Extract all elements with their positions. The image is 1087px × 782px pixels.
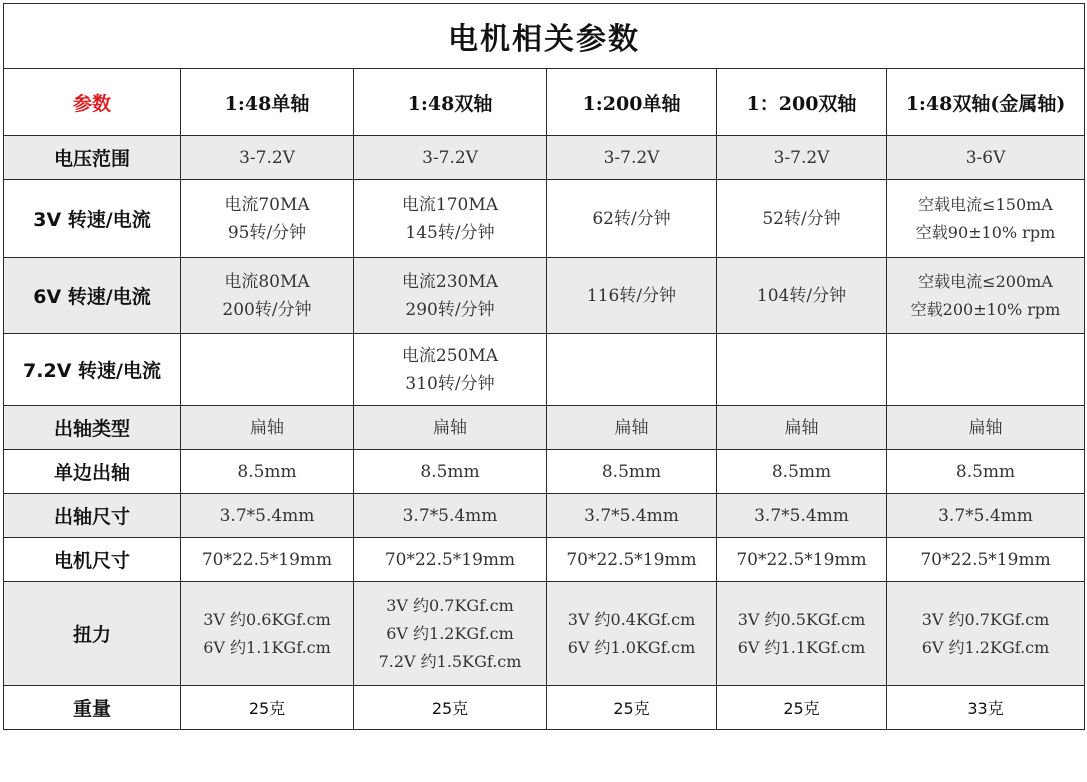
cell-line: 电流70MA <box>224 194 310 215</box>
cell-line: 62转/分钟 <box>592 208 671 229</box>
table-cell: 70*22.5*19mm <box>717 538 887 582</box>
table-cell: 3.7*5.4mm <box>547 494 717 538</box>
table-cell <box>717 582 887 686</box>
row-label: 扭力 <box>4 582 181 686</box>
cell-line: 116转/分钟 <box>586 285 677 306</box>
table-cell: 70*22.5*19mm <box>354 538 547 582</box>
cell-line: 7.2V 约1.5KGf.cm <box>378 651 522 671</box>
table-cell: 25克 <box>717 686 887 730</box>
table-cell <box>354 334 547 406</box>
table-row-speed-72v <box>4 334 1085 406</box>
table-title: 电机相关参数 <box>4 4 1085 69</box>
cell-line: 电流80MA <box>224 271 310 292</box>
row-label: 电压范围 <box>4 136 181 180</box>
table-cell: 3-7.2V <box>354 136 547 180</box>
table-cell <box>354 582 547 686</box>
table-cell: 3.7*5.4mm <box>181 494 354 538</box>
row-label: 出轴类型 <box>4 406 181 450</box>
table-cell <box>181 582 354 686</box>
table-cell: 3-7.2V <box>547 136 717 180</box>
row-label: 重量 <box>4 686 181 730</box>
cell-line: 200转/分钟 <box>222 299 312 320</box>
cell-line: 145转/分钟 <box>405 222 495 243</box>
table-cell <box>354 258 547 334</box>
column-header: 1:48双轴 <box>354 69 547 136</box>
row-label: 单边出轴 <box>4 450 181 494</box>
table-row-speed-3v <box>4 180 1085 258</box>
column-header: 1:48双轴(金属轴) <box>887 69 1085 136</box>
table-row-shaft-size <box>4 494 1085 538</box>
cell-line: 52转/分钟 <box>762 208 841 229</box>
table-cell <box>181 258 354 334</box>
table-cell <box>887 334 1085 406</box>
table-cell <box>887 582 1085 686</box>
table-row-torque <box>4 582 1085 686</box>
table-cell: 70*22.5*19mm <box>887 538 1085 582</box>
table-row-shaft-type <box>4 406 1085 450</box>
table-cell <box>547 582 717 686</box>
table-cell <box>717 334 887 406</box>
cell-line: 95转/分钟 <box>227 222 307 243</box>
table-cell <box>547 180 717 258</box>
cell-line: 290转/分钟 <box>405 299 495 320</box>
cell-line: 电流230MA <box>401 271 499 292</box>
column-header: 1:200单轴 <box>547 69 717 136</box>
header-row <box>4 69 1085 136</box>
table-cell <box>547 334 717 406</box>
table-cell: 扁轴 <box>181 406 354 450</box>
table-cell <box>717 180 887 258</box>
cell-line: 310转/分钟 <box>405 373 495 394</box>
table-cell: 8.5mm <box>181 450 354 494</box>
table-cell: 扁轴 <box>547 406 717 450</box>
table-cell: 3-6V <box>887 136 1085 180</box>
cell-line: 空载200±10% rpm <box>910 299 1061 319</box>
table-cell <box>717 258 887 334</box>
cell-line: 3V 约0.7KGf.cm <box>921 609 1050 629</box>
row-label: 出轴尺寸 <box>4 494 181 538</box>
cell-line: 空载90±10% rpm <box>915 222 1056 242</box>
table-cell <box>354 180 547 258</box>
cell-line: 电流250MA <box>401 345 499 366</box>
table-cell <box>181 180 354 258</box>
table-cell: 8.5mm <box>547 450 717 494</box>
table-cell: 8.5mm <box>717 450 887 494</box>
cell-line: 6V 约1.1KGf.cm <box>203 637 331 657</box>
table-row-motor-size <box>4 538 1085 582</box>
table-cell <box>887 180 1085 258</box>
row-label: 电机尺寸 <box>4 538 181 582</box>
table-cell: 3-7.2V <box>717 136 887 180</box>
table-cell: 8.5mm <box>887 450 1085 494</box>
cell-line: 3V 约0.7KGf.cm <box>386 595 514 615</box>
table-cell: 25克 <box>181 686 354 730</box>
row-label: 6V 转速/电流 <box>4 258 181 334</box>
cell-line: 电流170MA <box>401 194 499 215</box>
table-cell: 扁轴 <box>354 406 547 450</box>
table-cell: 扁轴 <box>887 406 1085 450</box>
table-cell: 3.7*5.4mm <box>887 494 1085 538</box>
table-row-voltage <box>4 136 1085 180</box>
table-row-single-shaft <box>4 450 1085 494</box>
row-label: 3V 转速/电流 <box>4 180 181 258</box>
table-cell: 3.7*5.4mm <box>717 494 887 538</box>
table-cell: 3.7*5.4mm <box>354 494 547 538</box>
table-cell <box>887 258 1085 334</box>
table-cell: 扁轴 <box>717 406 887 450</box>
table-row-speed-6v <box>4 258 1085 334</box>
cell-line: 6V 约1.2KGf.cm <box>386 623 514 643</box>
table-cell: 8.5mm <box>354 450 547 494</box>
table-cell: 25克 <box>547 686 717 730</box>
cell-line: 3V 约0.5KGf.cm <box>737 609 866 629</box>
table-cell: 70*22.5*19mm <box>547 538 717 582</box>
cell-line: 6V 约1.2KGf.cm <box>921 637 1050 657</box>
table-cell: 70*22.5*19mm <box>181 538 354 582</box>
table-cell <box>181 334 354 406</box>
cell-line: 6V 约1.1KGf.cm <box>737 637 866 657</box>
cell-line: 3V 约0.6KGf.cm <box>203 609 331 629</box>
table-cell: 33克 <box>887 686 1085 730</box>
cell-line: 6V 约1.0KGf.cm <box>567 637 696 657</box>
table-cell: 25克 <box>354 686 547 730</box>
motor-parameter-table <box>3 3 1085 730</box>
column-header: 1：200双轴 <box>717 69 887 136</box>
table-cell <box>547 258 717 334</box>
title-row <box>4 4 1085 69</box>
row-label: 7.2V 转速/电流 <box>4 334 181 406</box>
cell-line: 3V 约0.4KGf.cm <box>567 609 696 629</box>
table-cell: 3-7.2V <box>181 136 354 180</box>
table-row-weight <box>4 686 1085 730</box>
cell-line: 104转/分钟 <box>756 285 847 306</box>
param-header: 参数 <box>4 69 181 136</box>
cell-line: 空载电流≤200mA <box>918 271 1053 291</box>
column-header: 1:48单轴 <box>181 69 354 136</box>
cell-line: 空载电流≤150mA <box>918 194 1053 214</box>
